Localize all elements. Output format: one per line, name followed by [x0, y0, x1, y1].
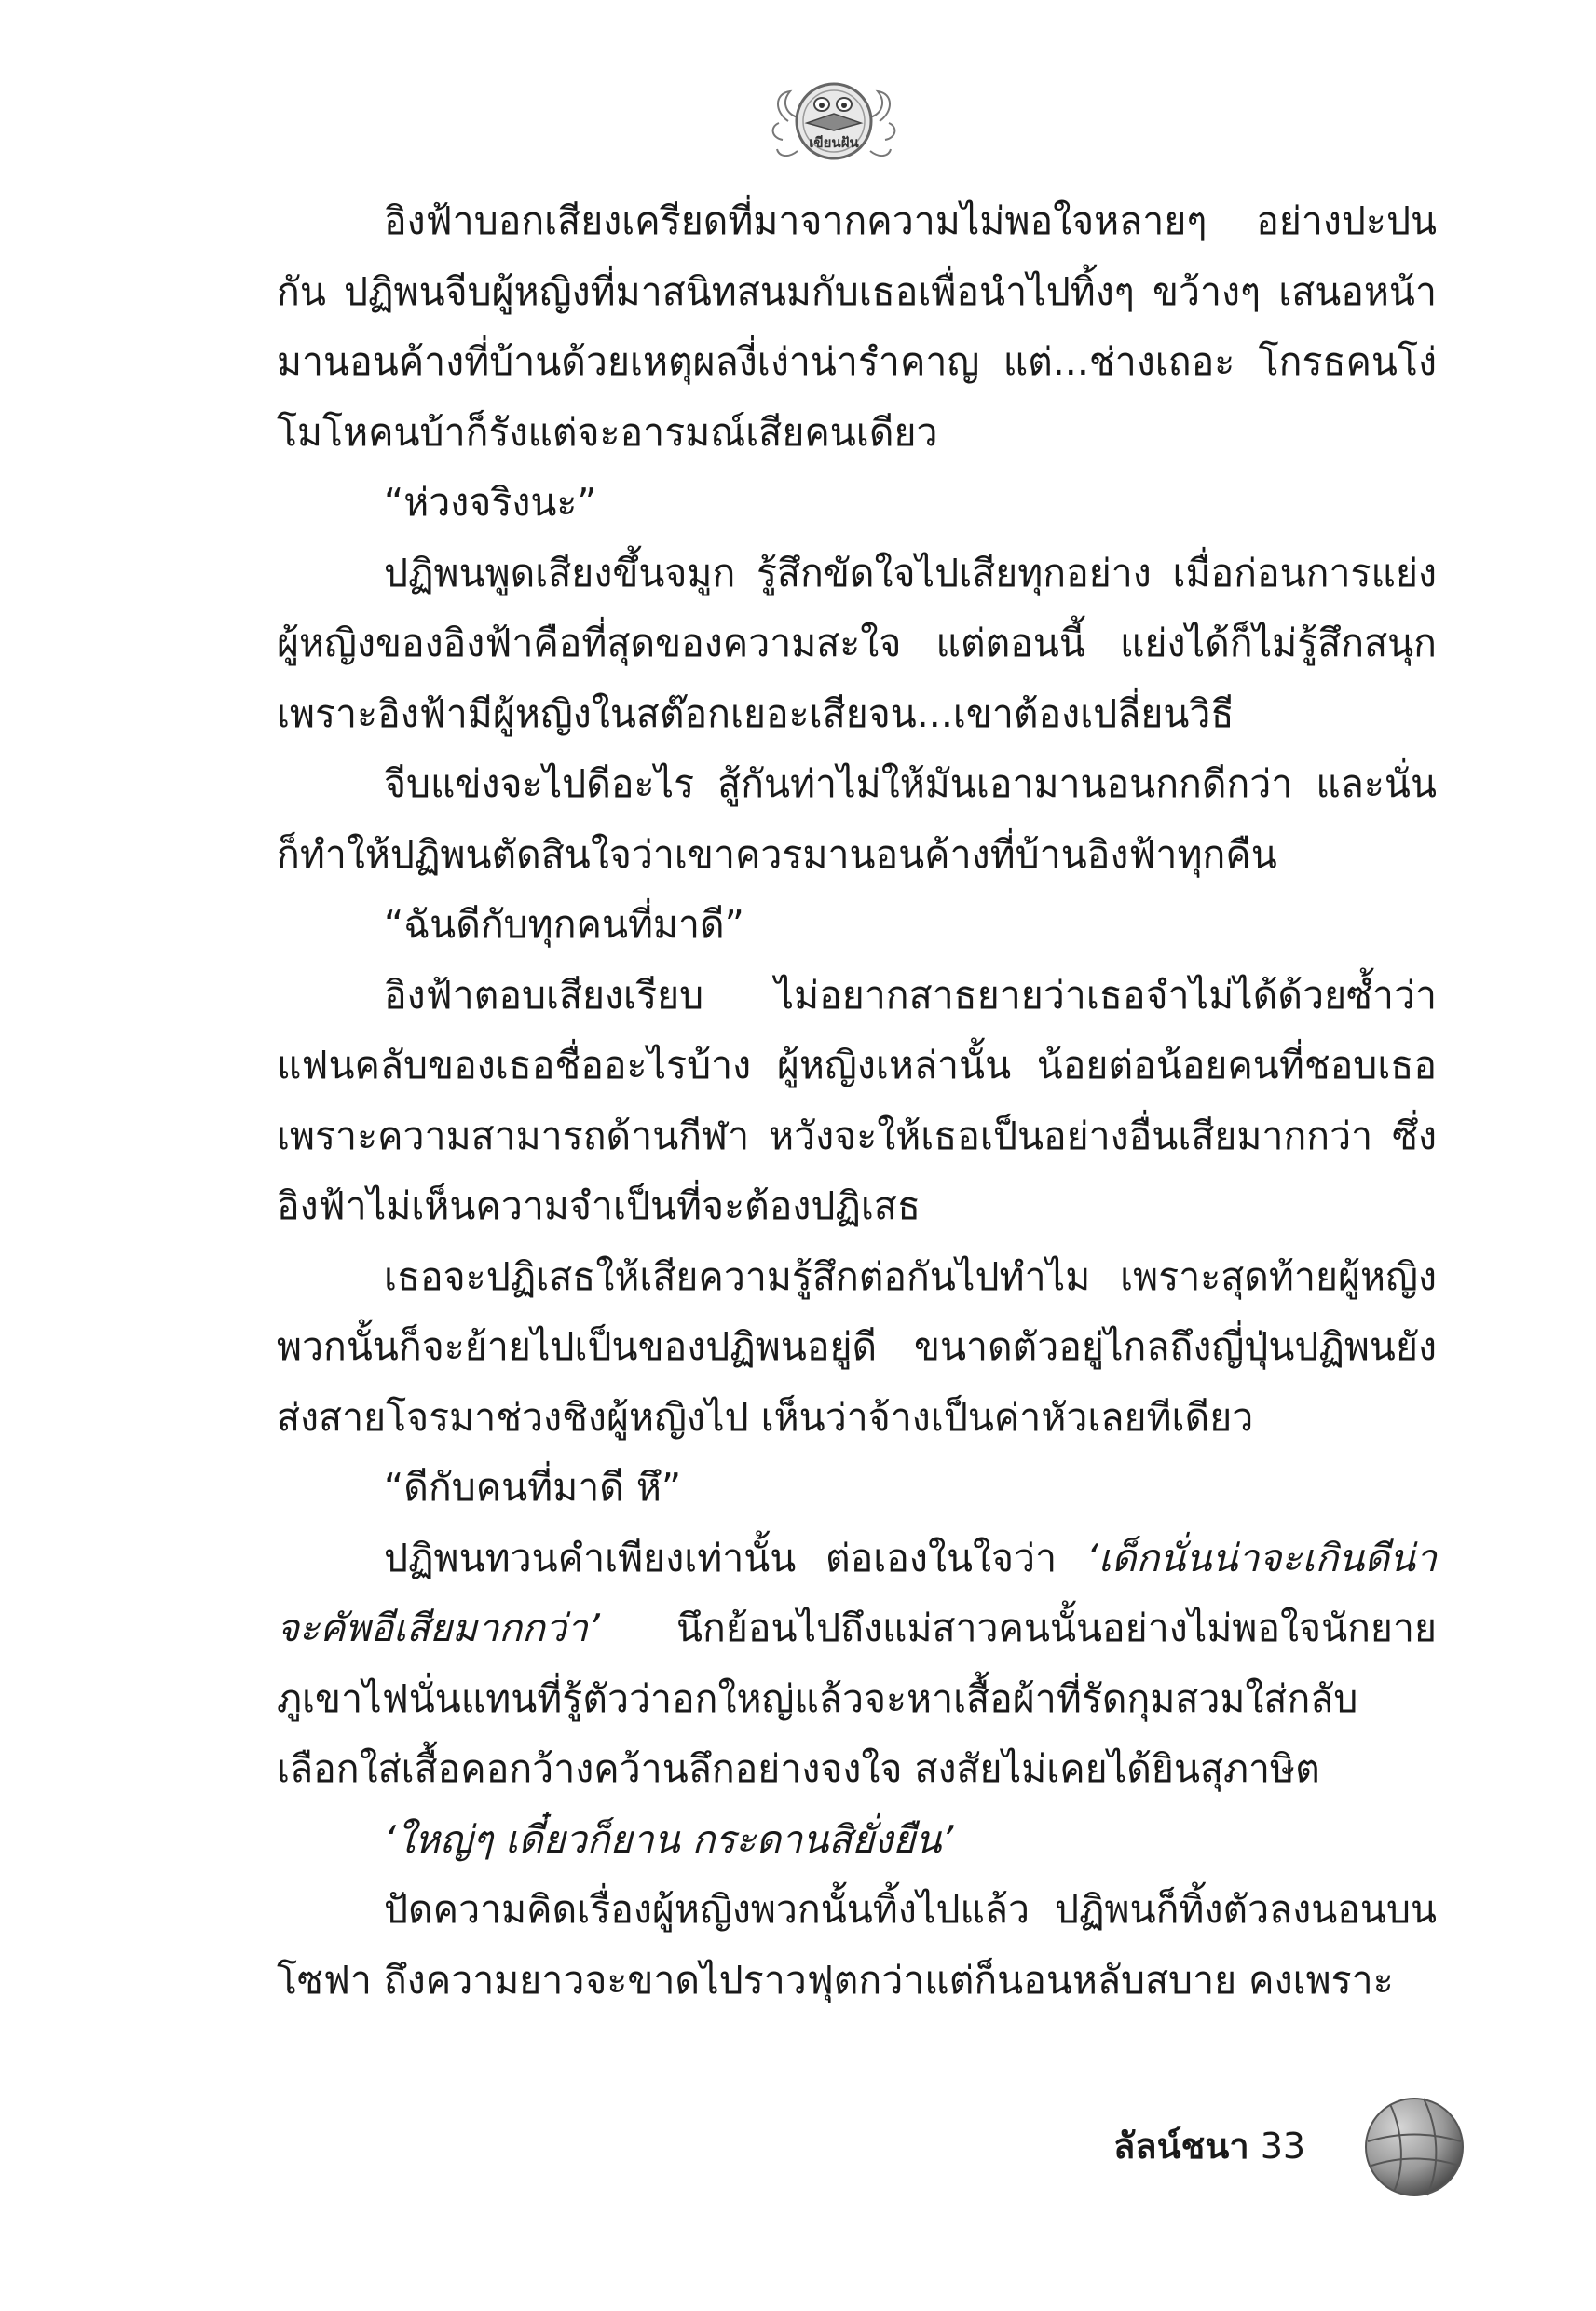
text-segment: ปัดความคิดเรื่องผู้หญิงพวกนั้นทิ้งไปแล้ว ปฏิพนก็ทิ้งตัวลงนอนบนโซฟา ถึงความยาวจะขาดไปราวฟุตกว่าแต่ก็นอนหลับสบาย คงเพราะ [277, 1887, 1437, 2003]
text-segment: เธอจะปฏิเสธให้เสียความรู้สึกต่อกันไปทำไม เพราะสุดท้ายผู้หญิงพวกนั้นก็จะย้ายไปเป็นของปฏิพนอยู่ดี ขนาดตัวอยู่ไกลถึงญี่ปุ่นปฏิพนยังส่งสายโจรมาช่วงชิงผู้หญิงไป เห็นว่าจ้างเป็นค่าหัวเลยทีเดียว [277, 1253, 1437, 1440]
text-segment: “ห่วงจริงนะ” [384, 480, 597, 525]
italic-text: ‘ใหญ่ๆ เดี๋ยวก็ยาน กระดานสิยั่งยืน’ [384, 1816, 954, 1862]
paragraph [277, 1524, 1437, 1805]
text-segment: “ดีกับคนที่มาดี หึ” [384, 1465, 682, 1510]
header-emblem-icon [770, 65, 898, 175]
basketball-icon [1362, 2095, 1466, 2199]
text-segment: นึกย้อนไปถึงแม่สาวคนนั้นอย่างไม่พอใจนักยายภูเขาไฟนั่นแทนที่รู้ตัวว่าอกใหญ่แล้วจะหาเสื้อผ้าที่รัดกุมสวมใส่กลับเลือกใส่เสื้อคอกว้างคว้านลึกอย่างจงใจ สงสัยไม่เคยได้ยินสุภาษิต [277, 1606, 1437, 1791]
header-emblem-svg [770, 65, 898, 175]
paragraph [277, 749, 1437, 890]
dialogue-line [277, 1453, 1437, 1524]
page-number: 33 [1260, 2126, 1306, 2167]
paragraph [277, 186, 1437, 468]
text-segment: จีบแข่งจะไปดีอะไร สู้กันท่าไม่ให้มันเอามานอนกกดีกว่า และนั่นก็ทำให้ปฏิพนตัดสินใจว่าเขาควรมานอนค้างที่บ้านอิงฟ้าทุกคืน [277, 761, 1437, 877]
dialogue-line [277, 468, 1437, 539]
text-segment: อิงฟ้าตอบเสียงเรียบ ไม่อยากสาธยายว่าเธอจำไม่ได้ด้วยซ้ำว่าแฟนคลับของเธอชื่ออะไรบ้าง ผู้หญิงเหล่านั้น น้อยต่อน้อยคนที่ชอบเธอเพราะความสามารถด้านกีฬา หวังจะให้เธอเป็นอย่างอื่นเสียมากกว่า ซึ่งอิงฟ้าไม่เห็นความจำเป็นที่จะต้องปฏิเสธ [277, 972, 1437, 1228]
italic-text: ‘เด็กนั่นน่าจะเกินดีน่าจะคัพอีเสียมากกว่า’ [277, 1535, 1437, 1650]
text-segment: ปฏิพนพูดเสียงขึ้นจมูก รู้สึกขัดใจไปเสียทุกอย่าง เมื่อก่อนการแย่งผู้หญิงของอิงฟ้าคือที่สุดของความสะใจ แต่ตอนนี้ แย่งได้ก็ไม่รู้สึกสนุกเพราะอิงฟ้ามีผู้หญิงในสต๊อกเยอะเสียจน...เขาต้องเปลี่ยนวิธี [277, 550, 1437, 736]
text-segment: อิงฟ้าบอกเสียงเครียดที่มาจากความไม่พอใจหลายๆ อย่างปะปนกัน ปฏิพนจีบผู้หญิงที่มาสนิทสนมกับเธอเพื่อนำไปทิ้งๆ ขว้างๆ เสนอหน้ามานอนค้างที่บ้านด้วยเหตุผลงี่เง่าน่ารำคาญ แต่...ช่างเถอะ โกรธคนโง่โมโหคนบ้าก็รังแต่จะอารมณ์เสียคนเดียว [277, 198, 1437, 455]
paragraph [277, 961, 1437, 1242]
paragraph [277, 1242, 1437, 1454]
body-text [277, 186, 1437, 2016]
header-emblem-text: เขียนฝัน [809, 134, 859, 151]
footer-brand: ลัลน์ชนา [1113, 2126, 1249, 2167]
text-segment: ปฏิพนทวนคำเพียงเท่านั้น ต่อเองในใจว่า [384, 1535, 1086, 1580]
dialogue-line [277, 890, 1437, 961]
text-segment: “ฉันดีกับทุกคนที่มาดี” [384, 902, 744, 947]
paragraph [277, 539, 1437, 750]
paragraph [277, 1875, 1437, 2016]
page-footer [1113, 2123, 1305, 2169]
dialogue-line [277, 1805, 1437, 1876]
